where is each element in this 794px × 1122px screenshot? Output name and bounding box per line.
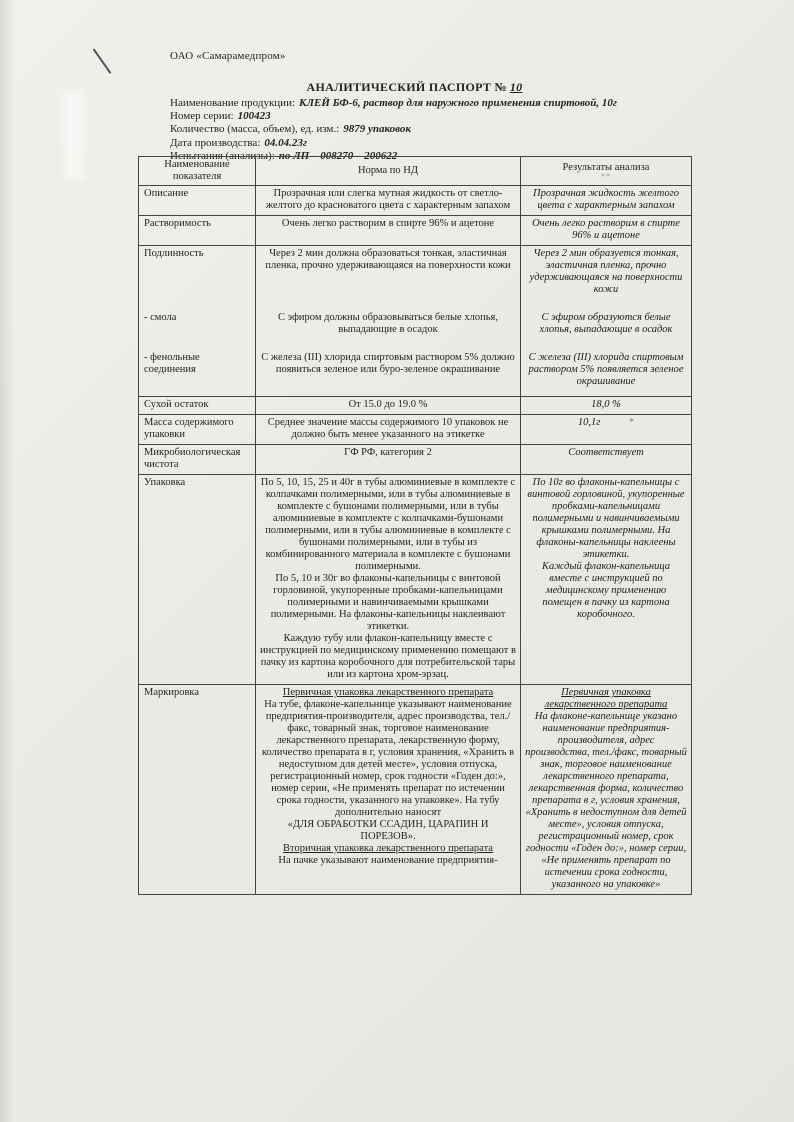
norm-paragraph: По 5, 10 и 30г во флаконы-капельницы с винтовой горловиной, укупоренные пробками-капельницами полимерными и навинчиваемыми крышками полимерными. На флаконы-капельницы наклеивают этикетки. xyxy=(270,573,506,632)
cell-result: С эфиром образуются белые хлопья, выпадающие в осадок xyxy=(521,310,692,350)
table-row-solubility xyxy=(139,216,692,246)
cell-norm: С эфиром должны образовываться белые хлопья, выпадающие в осадок xyxy=(256,310,521,350)
company-name: ОАО «Самарамедпром» xyxy=(170,50,286,62)
cell-result: Прозрачная жидкость желтого цвета с характерным запахом xyxy=(521,186,692,216)
result-heading-primary-packaging: Первичная упаковка лекарственного препарата xyxy=(544,687,668,710)
result-paragraph: По 10г во флаконы-капельницы с винтовой горловиной, укупоренные пробками-капельницами полимерными и навинчиваемыми крышками полимерными. На флаконы-капельницы наклеены этикетки. xyxy=(527,477,685,560)
table-row-authenticity-phenolic xyxy=(139,350,692,397)
meta-production-date xyxy=(170,137,617,150)
norm-paragraph: На пачке указывают наименование предприятия- xyxy=(278,855,498,866)
table-row-content-mass xyxy=(139,415,692,445)
table-row-dry-residue xyxy=(139,397,692,415)
meta-value: 100423 xyxy=(237,110,271,123)
meta-product-name xyxy=(170,97,617,110)
scan-edge-shadow xyxy=(0,0,14,1122)
header-result-mark: ** xyxy=(601,172,611,181)
header-indicator: Наименование показателя xyxy=(139,157,256,186)
result-paragraph: На флаконе-капельнице указано наименование предприятия-производителя, адрес производства, тел./факс, товарный знак, торговое наименование лекарственного препарата, лекарственная форма, количество препарата в г, условия хранения, «Хранить в недоступном для детей месте», условия отпуска, регистрационный номер, срок годности «Годен до:», номер серии, «Не применять препарат по истечении срока годности, указанного на упаковке» xyxy=(525,711,687,890)
cell-norm: Прозрачная или слегка мутная жидкость от светло-желтого до красноватого цвета с характерным запахом xyxy=(256,186,521,216)
cell-result: Очень легко растворим в спирте 96% и ацетоне xyxy=(521,216,692,246)
meta-label: Номер серии: xyxy=(170,110,234,123)
meta-value: 04.04.23г xyxy=(264,136,307,149)
cell-norm xyxy=(256,475,521,685)
cell-result xyxy=(521,475,692,685)
meta-label: Дата производства: xyxy=(170,136,261,149)
cell-indicator: Маркировка xyxy=(139,685,256,895)
scan-light-artifact xyxy=(64,90,84,180)
cell-indicator: Микробиологическая чистота xyxy=(139,445,256,475)
cell-norm xyxy=(256,685,521,895)
table-row-labeling xyxy=(139,685,692,895)
cell-result: Соответствует xyxy=(521,445,692,475)
cell-norm: ГФ РФ, категория 2 xyxy=(256,445,521,475)
cell-indicator: - фенольные соединения xyxy=(139,350,256,397)
table-header-row xyxy=(139,157,692,186)
meta-value: КЛЕЙ БФ-6, раствор для наружного применения спиртовой, 10г xyxy=(299,97,617,109)
norm-caps-line: «ДЛЯ ОБРАБОТКИ ССАДИН, ЦАРАПИН И ПОРЕЗОВ». xyxy=(287,819,489,842)
cell-indicator: Масса содержимого упаковки xyxy=(139,415,256,445)
metadata-block xyxy=(170,97,617,163)
cell-indicator: Сухой остаток xyxy=(139,397,256,415)
cell-result xyxy=(521,685,692,895)
analysis-table-wrapper xyxy=(138,156,691,895)
meta-label: Количество (масса, объем), ед. изм.: xyxy=(170,123,340,136)
result-mark: * xyxy=(628,417,635,428)
table-row-authenticity-resin xyxy=(139,310,692,350)
norm-heading-primary-packaging: Первичная упаковка лекарственного препарата xyxy=(282,687,494,698)
header-norm: Норма по НД xyxy=(256,157,521,186)
cell-result: 18,0 % xyxy=(521,397,692,415)
meta-value: по ЛП – 008270 – 200622 xyxy=(278,149,398,162)
norm-paragraph: На тубе, флаконе-капельнице указывают наименование предприятия-производителя, адрес производства, тел./факс, товарный знак, торговое наименование лекарственного препарата, лекарственную форму, количество препарата в г, условия хранения, «Хранить в недоступном для детей месте», условия отпуска, регистрационный номер, срок годности «Годен до:», номер серии, «Не применять препарат по истечении срока годности, указанного на упаковке». На тубу дополнительно наносят xyxy=(261,699,515,818)
cell-norm: Среднее значение массы содержимого 10 упаковок не должно быть менее указанного на этикетке xyxy=(256,415,521,445)
meta-value: 9879 упаковок xyxy=(343,123,411,136)
norm-heading-secondary-packaging: Вторичная упаковка лекарственного препарата xyxy=(283,843,493,854)
table-row-description xyxy=(139,186,692,216)
cell-result: С железа (III) хлорида спиртовым раствором 5% появляется зеленое окрашивание xyxy=(521,350,692,397)
cell-norm: Через 2 мин должна образоваться тонкая, эластичная пленка, прочно удерживающаяся на поверхности кожи xyxy=(256,246,521,311)
page-title xyxy=(138,80,691,95)
meta-quantity xyxy=(170,123,617,136)
cell-indicator: Растворимость xyxy=(139,216,256,246)
cell-norm: Очень легко растворим в спирте 96% и ацетоне xyxy=(256,216,521,246)
cell-result: Через 2 мин образуется тонкая, эластичная пленка, прочно удерживающаяся на поверхности кожи xyxy=(521,246,692,311)
result-paragraph: Каждый флакон-капельница вместе с инструкцией по медицинскому применению помещен в пачку из картона коробочного. xyxy=(542,561,670,620)
cell-indicator: Подлинность xyxy=(139,246,256,311)
table-row-authenticity xyxy=(139,246,692,311)
cell-indicator: Упаковка xyxy=(139,475,256,685)
header-result: Результаты анализа ** xyxy=(521,157,692,186)
norm-paragraph: По 5, 10, 15, 25 и 40г в тубы алюминиевые в комплекте с колпачками полимерными, или в тубы алюминиевые в комплекте с бушонами полимерными, или в тубы алюминиевые в комплекте с колпачками-бушонами полимерными, или в тубы алюминиевые в комплекте с бушонами полимерными, или в тубы из комбинированного материала в комплекте с бушонами полимерными. xyxy=(260,477,516,572)
table-row-packaging xyxy=(139,475,692,685)
passport-number: 10 xyxy=(509,80,523,94)
cell-norm: С железа (III) хлорида спиртовым раствором 5% должно появиться зеленое или буро-зеленое окрашивание xyxy=(256,350,521,397)
cell-norm: От 15.0 до 19.0 % xyxy=(256,397,521,415)
norm-paragraph: Каждую тубу или флакон-капельницу вместе с инструкцией по медицинскому применению помещают в пачку из картона коробочного для потребительской тары или из картона хром-эрзац. xyxy=(260,633,516,680)
cell-result: 10,1г * xyxy=(521,415,692,445)
page-title-text: АНАЛИТИЧЕСКИЙ ПАСПОРТ № xyxy=(306,80,507,94)
meta-label: Испытания (анализы): xyxy=(170,149,275,162)
table-row-microbiological-purity xyxy=(139,445,692,475)
cell-indicator: - смола xyxy=(139,310,256,350)
meta-series-number xyxy=(170,110,617,123)
meta-label: Наименование продукции: xyxy=(170,97,296,109)
cell-indicator: Описание xyxy=(139,186,256,216)
analysis-table xyxy=(138,156,692,895)
pen-mark xyxy=(93,48,112,74)
